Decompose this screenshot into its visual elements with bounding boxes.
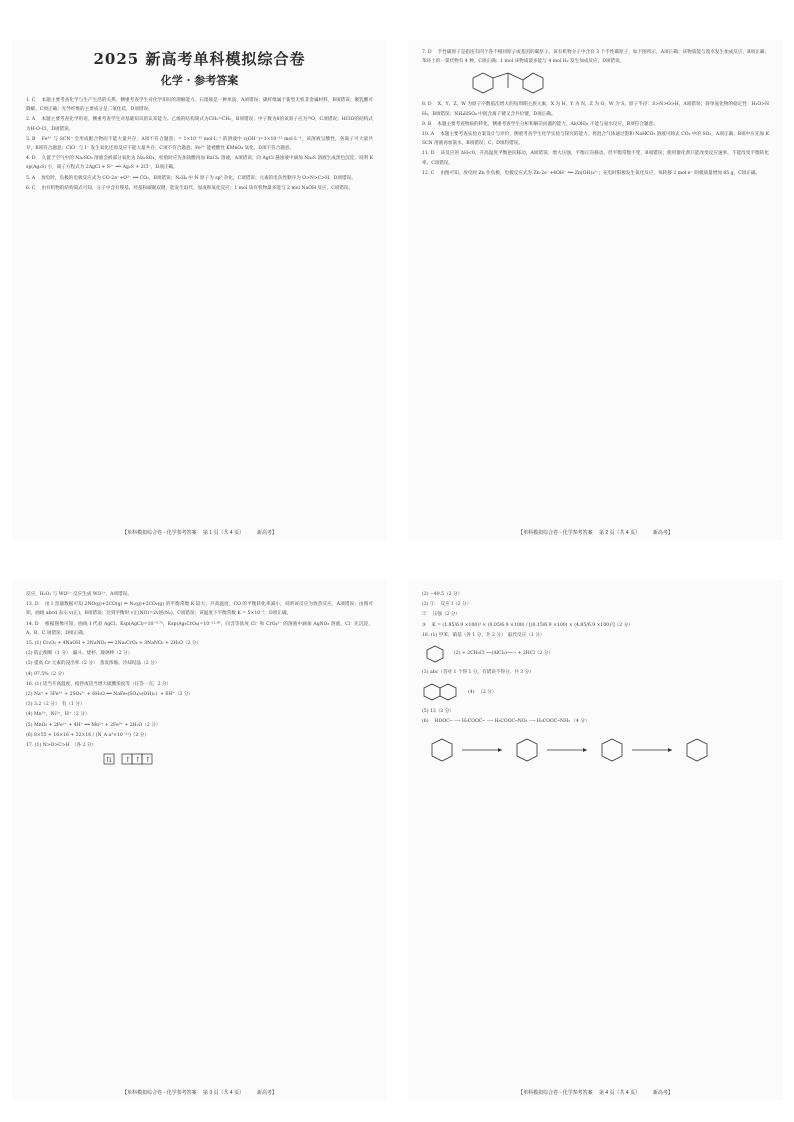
answer-paragraph: ② 压强（2 分）	[422, 612, 461, 618]
answer-paragraph: 11. D 该反应的 ΔH<0，升高温度平衡逆向移动，A项错误；增大压强，平衡正向移动，但平衡常数不变，B项错误；使用催化剂只能改变反应速率，不能改变平衡转化率，C项错误。	[422, 151, 769, 166]
answer-paragraph: 4. D 久置于空气中的 Na₂SO₃ 溶液会被部分氧化为 Na₂SO₄，检验时应先加盐酸再加 BaCl₂ 溶液，A项错误；向 AgCl 悬浊液中滴加 Na₂S 溶液生成黑色沉淀，说明 Ksp(Ag₂S) 小，离子方程式为 2AgCl + S²⁻ ══ Ag₂S + 2Cl⁻，D项正确。	[26, 156, 373, 171]
answer-paragraph: 3. B Fe³⁺ 与 SCN⁻ 会形成配合物而不能大量共存，A项不符合题意；= 1×10⁻¹² mol·L⁻¹ 的溶液中 c(OH⁻)=1×10⁻¹² mol·L⁻¹，该溶液呈酸性，各离子可大量共存，B项符合题意；ClO⁻ 与 I⁻ 发生氧化还原反应不能大量共存，C项不符合题意；Fe²⁺ 能被酸性 KMnO₄ 氧化，D项不符合题意。	[26, 136, 373, 152]
answer-paragraph: (2) −49.5（2 分）	[422, 592, 463, 597]
chiral-molecule-structure	[468, 68, 769, 98]
answer-paragraph: (4) Mn²⁺、Ni²⁺、H⁺（2 分）	[26, 712, 90, 718]
page-footer: 【单科模拟综合卷 · 化学参考答案 第 4 页（共 4 页） 新高考】	[518, 1090, 673, 1096]
answer-paragraph: 15. (1) Cr₂O₃ + 4NaOH + 3NaNO₃ ══ 2Na₂CrO₄ + 3NaNO₂ + 2H₂O（2 分）	[26, 641, 202, 647]
equilibrium-constant-expression: ③ K = (1.85/6.9 ×100)³ × (0.05/6.9 ×100) / [(0.15/6.9 ×100) × (4.85/6.9 ×100)²]（2 分）	[422, 622, 633, 628]
answer-paragraph: (3) abc（答对 1 个得 1 分，有错误不得分，共 3 分）	[422, 670, 534, 676]
answer-paragraph: 1. C 本题主要考查化学与生产生活的关系，侧重考查学生对化学知识的理解能力。石墨烯是一种单质，A项错误；碳纤维属于新型无机非金属材料，B项错误；聚乳酸可降解，C项正确；光导纤维的主要成分是二氧化硅，D项错误。	[26, 98, 373, 113]
answer-paragraph: (2) Na⁺ + 3Fe³⁺ + 2SO₄²⁻ + 6H₂O ══ NaFe₃(SO₄)₂(OH)₆↓ + 6H⁺（2 分）	[26, 692, 194, 698]
answer-paragraph: (2) + 2CH₃Cl ──(AlCl₃)──→ + 2HCl（2 分）	[454, 651, 553, 657]
document-title: 2025 新高考单科模拟综合卷	[93, 50, 306, 68]
answer-paragraph: (3) 3.2（2 分） 有（1 分）	[26, 702, 85, 708]
answer-paragraph: 12. C 由图可知，放电时 Zn 作负极，电极反应式为 Zn-2e⁻+4OH⁻ ══ Zn(OH)₄²⁻；充电时阳极发生氧化反应，每转移 2 mol e⁻ 阴极质量增加 65 g，C项正确。	[422, 170, 761, 176]
benzene-ring-structure	[422, 644, 448, 664]
answer-paragraph: (3) 提高 Cr 元素的浸出率（2 分） 蒸发浓缩、冷却结晶（2 分）	[26, 661, 160, 667]
svg-text:↑: ↑	[125, 756, 131, 765]
fused-ring-structure	[422, 681, 462, 703]
answer-paragraph: 14. D 根据图像可知，曲线 Ⅰ 代表 AgCl，Ksp(AgCl)=10⁻⁹·⁷⁵，Ksp(Ag₂CrO₄)=10⁻¹¹·⁹⁵，向含等浓度 Cl⁻ 和 CrO₄²⁻ 的溶液中滴加 AgNO₃ 溶液，Cl⁻ 先沉淀，A、B、C 项错误；D项正确。	[26, 621, 373, 636]
answer-page-2	[408, 40, 783, 540]
answer-paragraph: 17. (1) N>O>C>H （各 2 分）	[26, 743, 97, 749]
answer-paragraph: 5. A 放电时，负极的电极反应式为 CO-2e⁻+O²⁻ ══ CO₂，B项错误；N₂H₄ 中 N 原子为 sp³ 杂化，C项错误；元素的电负性顺序为 O>N>C>H，D项错误。	[26, 175, 356, 181]
answer-paragraph: 13. D 由 Ⅰ 容器数据可知 2NO(g)+2CO(g) ⇌ N₂(g)+2CO₂(g) 的平衡常数 K 较大；升高温度，CO 的平衡转化率减小，说明该反应为放热反应，A项错误；由图可知，曲线 abcd 表示 v(正)，B项错误；达到平衡时 v正(NO)=2v逆(N₂)，C项错误；该温度下平衡常数 K = 5×10⁻³，D项正确。	[26, 602, 373, 617]
answer-page-1	[12, 40, 387, 540]
answer-page-3	[12, 580, 387, 1100]
reaction-scheme-row	[422, 644, 769, 664]
answer-paragraph: (5) 13（2 分）	[422, 709, 454, 715]
svg-text:↑: ↑	[135, 756, 141, 765]
page-footer: 【单科模拟综合卷 · 化学参考答案 第 2 页（共 4 页） 新高考】	[518, 530, 673, 536]
answer-paragraph: (2) 防止倒吸（1 分） 漏斗、烧杯、玻璃棒（2 分）	[26, 651, 133, 657]
answer-paragraph: (6) 8×55 + 16×16 + 32×16 / (N_A·a³×10⁻²¹)（2 分）	[26, 732, 149, 738]
document-subtitle: 化学 · 参考答案	[160, 74, 239, 87]
orbital-diagram	[102, 752, 373, 766]
structure-answer-row	[422, 681, 769, 703]
answer-paragraph: 6. C 由有机物的结构简式可知，分子中含有羧基、羟基和碳碳双键，能发生取代、加成和氧化反应；1 mol 该有机物最多能与 2 mol NaOH 反应，C项错误。	[26, 185, 354, 191]
answer-paragraph: (3) ① 反应 Ⅰ（2 分）	[422, 602, 472, 608]
answer-paragraph: 7. D 手性碳原子是指连有四个各不相同原子或基团的碳原子。该有机物分子中含有 3 个手性碳原子，如下图所示，A项正确；该物质能与溴水发生加成反应，B项正确；苯环上的一氯代物有 4 种，C项正确；1 mol 该物质最多能与 4 mol H₂ 发生加成反应，D项错误。	[422, 50, 769, 65]
svg-text:⇅: ⇅	[106, 756, 112, 765]
answer-paragraph: 2. A 本题主要考查化学用语，侧重考查学生对基础知识的认知能力。乙烯的结构简式为CH₂=CH₂，B项错误；中子数为8的氧原子应为¹⁶O，C项错误；HClO的结构式为H-O-Cl，D项错误。	[26, 117, 373, 132]
answer-paragraph: 18. (1) 甲苯；硝基（各 1 分，共 2 分） 取代反应（1 分）	[422, 632, 545, 638]
answer-paragraph: 反应，H₂O₂ 与 WO²⁻ 反应生成 WO²⁺，A项错误。	[26, 592, 132, 597]
page-footer: 【单科模拟综合卷 · 化学参考答案 第 3 页（共 4 页） 新高考】	[122, 1090, 277, 1096]
answer-paragraph: 9. B 本题主要考查物质的转化，侧重考查学生分析和解决问题的能力。Al(OH)₃ 不能与氨水反应，B项符合题意。	[422, 121, 658, 127]
answer-paragraph: 16. (1) 适当升高温度、搅拌或适当增大硫酸浓度等（任答一点，2 分）	[26, 681, 172, 687]
answer-paragraph: (4) 97.5%（2 分）	[26, 671, 67, 677]
answer-paragraph: 10. A 本题主要考查实验方案设计与评价，侧重考查学生化学实验与探究的能力。将混合气体通过饱和 NaHCO₃ 溶液可除去 CO₂ 中的 SO₂，A项正确；B项中应先加 KSCN 溶液再加氯水，B项错误；C、D项均错误。	[422, 132, 769, 147]
svg-text:↑: ↑	[145, 756, 151, 765]
synthesis-route-diagram	[422, 731, 769, 771]
answer-paragraph: 8. D X、Y、Z、W 为原子序数依次增大的短周期主族元素，X 为 H，Y 为 N，Z 为 O，W 为 S。原子半径：S>N>O>H，A项错误；简单氢化物的稳定性：H₂O>NH₃，B项错误；NH₄HSO₄ 中既含离子键又含共价键，D项正确。	[422, 102, 769, 117]
answer-paragraph: (4) （2 分）	[468, 689, 497, 695]
synthesis-route: (6) HOOC─ ⟶ H₃COOC─ ⟶ H₃COOC─NO₂ ⟶ H₃COOC─NH₂ （4 分）	[422, 719, 590, 725]
answer-paragraph: (5) MnO₂ + 2Fe²⁺ + 4H⁺ ══ Mn²⁺ + 2Fe³⁺ + 2H₂O（2 分）	[26, 722, 161, 728]
answer-page-4	[408, 580, 783, 1100]
page-footer: 【单科模拟综合卷 · 化学参考答案 第 1 页（共 4 页） 新高考】	[122, 530, 277, 536]
